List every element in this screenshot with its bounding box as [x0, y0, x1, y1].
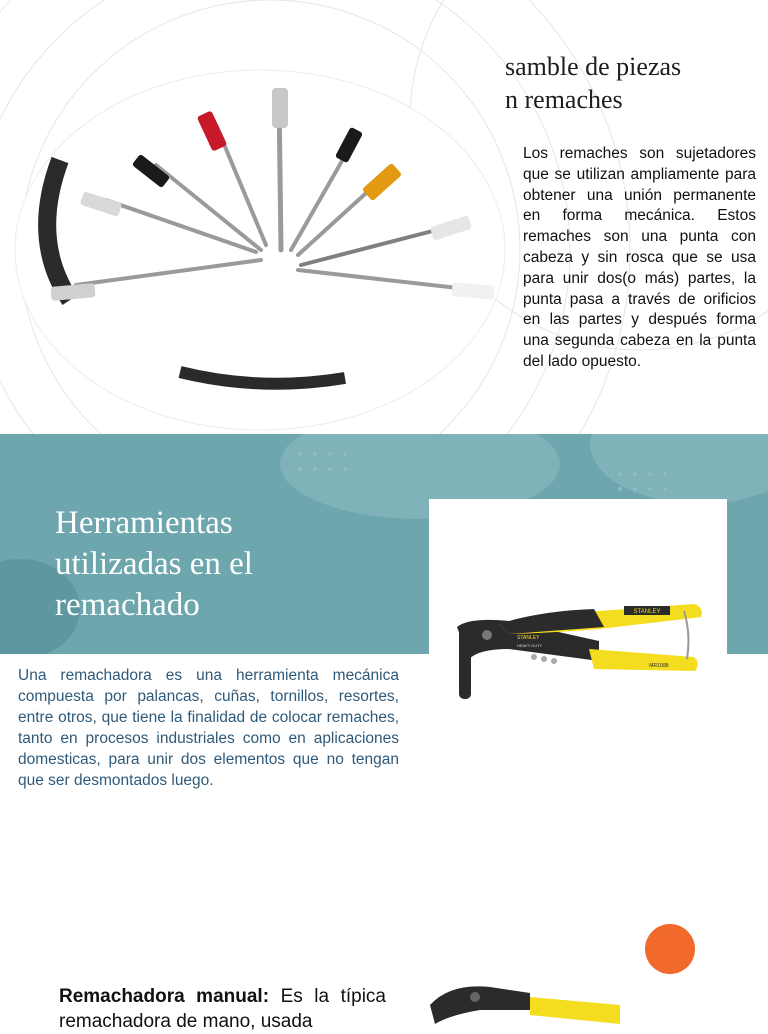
- title-line: Herramientas: [55, 505, 233, 541]
- rivets-image: [36, 80, 506, 390]
- rivets-description: Los remaches son sujetadores que se utilizan ampliamente para obtener una unión permanente en forma mecánica. Estos remaches son una punta con cabeza y sin rosca que se usa para unir dos(o más) partes, la punta pasa a través de orificios en las partes y después forma una segunda cabeza en la punta del lado opuesto.: [523, 145, 756, 370]
- tool-model-text: HEAVY DUTY: [517, 643, 543, 648]
- manual-tool-description: [59, 984, 386, 1034]
- title-line: utilizadas en el: [55, 546, 253, 582]
- section-title-assembly: [505, 50, 768, 116]
- section-title-tools: [55, 503, 385, 626]
- title-line: remachado: [55, 587, 200, 623]
- rivet-tool-description: Una remachadora es una herramienta mecánica compuesta por palancas, cuñas, tornillos, resortes, entre otros, que tiene la finalidad de colocar remaches, tanto en procesos industriales como en aplicaciones domesticas, para unir dos elementos que no tengan que ser desmontados luego.: [18, 667, 399, 789]
- title-line: samble de piezas: [505, 52, 682, 81]
- tool-brand-text: STANLEY: [517, 635, 540, 641]
- title-line: n remaches: [505, 85, 623, 114]
- tool-side-text: MR100B: [649, 663, 669, 669]
- rivet-tool-image: [429, 499, 727, 724]
- decorative-orange-circle: [645, 924, 695, 974]
- manual-tool-text: Es la típica remachadora de mano, usada: [59, 986, 386, 1032]
- manual-tool-label: Remachadora manual:: [59, 986, 270, 1007]
- tool-brand-text: STANLEY: [633, 609, 661, 615]
- manual-rivet-tool-image: [420, 975, 620, 1024]
